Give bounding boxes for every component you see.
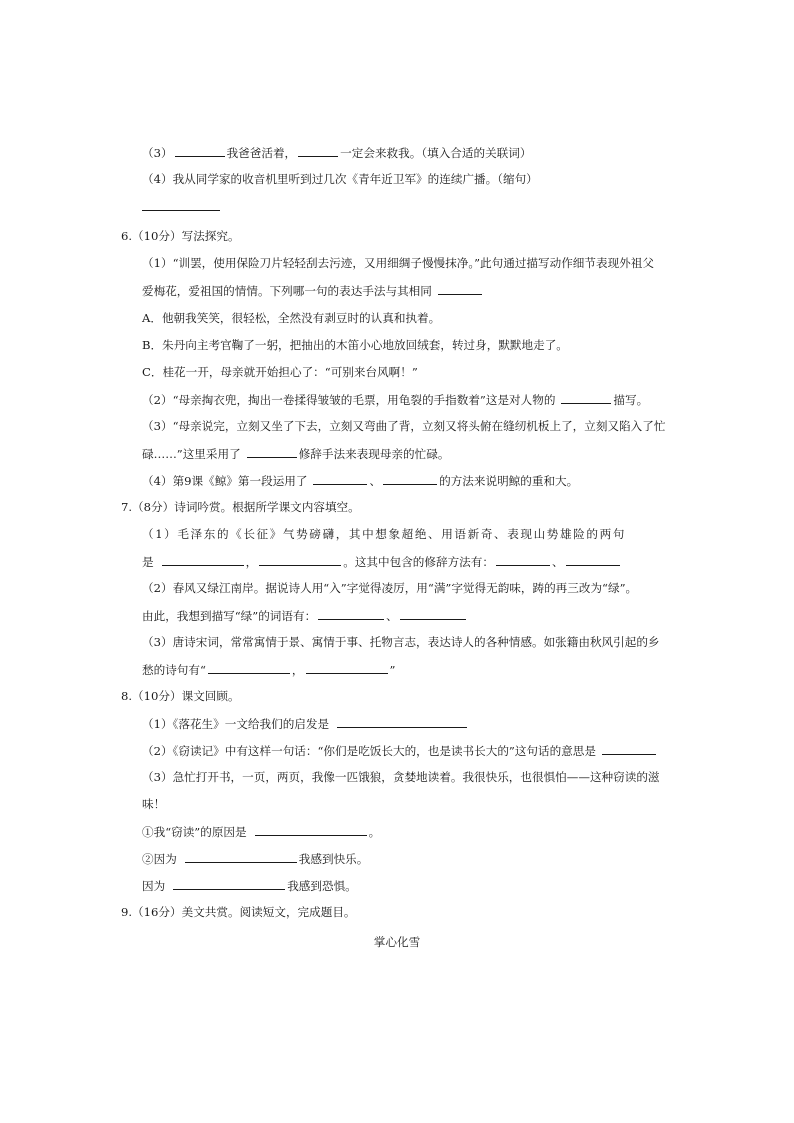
answer-blank[interactable] [337, 715, 467, 728]
q6-p2: （2）“母亲掏衣兜，掏出一卷揉得皱皱的毛票，用龟裂的手指数着”这是对人物的 描写。 [142, 393, 649, 407]
answer-blank[interactable] [496, 553, 550, 566]
q6-p4: （4）第9课《鲸》第一段运用了 、 的方法来说明鲸的重和大。 [142, 474, 579, 488]
answer-blank[interactable] [566, 553, 620, 566]
passage-title: 掌心化雪 [373, 935, 421, 949]
answer-blank[interactable] [298, 144, 338, 157]
q8-p2: （2）《窃读记》中有这样一句话：“你们是吃饭长大的，也是读书长大的”这句话的意思是 [142, 742, 658, 759]
answer-blank[interactable] [306, 661, 388, 674]
answer-blank[interactable] [162, 553, 244, 566]
q7-p2-line2: 由此，我想到描写“绿”的词语有： 、 [142, 607, 468, 624]
q8-c2: ②因为 我感到快乐。 [142, 852, 369, 866]
answer-blank[interactable] [313, 472, 367, 485]
q8-p3-line1: （3）急忙打开书，一页，两页，我像一匹饿狼，贪婪地读着。我很快乐，也很惧怕——这种窃读的滋 [142, 770, 660, 784]
q7-header: 7.（8分）诗词吟赏。根据所学课文内容填空。 [121, 500, 360, 514]
q6-p3-line2: 碌……”这里采用了 修辞手法来表现母亲的忙碌。 [142, 447, 450, 461]
answer-blank[interactable] [173, 877, 285, 890]
q9-header: 9.（16分）美文共赏。阅读短文，完成题目。 [121, 905, 356, 919]
q6-option-b: B．朱丹向主考官鞠了一躬，把抽出的木笛小心地放回绒套，转过身，默默地走了。 [142, 338, 568, 352]
q8-p3-line2: 味！ [142, 797, 166, 811]
answer-blank[interactable] [259, 553, 341, 566]
q8-c1: ①我“窃读”的原因是 。 [142, 825, 381, 839]
answer-blank[interactable] [400, 607, 466, 620]
answer-blank[interactable] [602, 742, 656, 755]
q6-p1-line2: 爱梅花，爱祖国的情情。下列哪一句的表达手法与其相同 [142, 282, 484, 299]
q7-p3-line1: （3）唐诗宋词，常常寓情于景、寓情于事、托物言志，表达诗人的各种情感。如张籍由秋风引起的乡 [142, 635, 660, 649]
q7-p3-line2: 愁的诗句有“ ， ” [142, 663, 396, 677]
answer-blank[interactable] [185, 850, 297, 863]
q7-p1-line2: 是 ， 。这其中包含的修辞方法有： 、 [142, 553, 622, 570]
q7-p1-line1: （1）毛泽东的《长征》气势磅礴，其中想象超绝、用语新奇、表现山势雄险的两句 [142, 527, 626, 541]
q6-option-a: A．他朝我笑笑，很轻松，全然没有剥豆时的认真和执着。 [142, 311, 441, 325]
answer-blank[interactable] [175, 144, 225, 157]
answer-blank[interactable] [247, 445, 297, 458]
q5-item4: （4）我从同学家的收音机里听到过几次《青年近卫军》的连续广播。（缩句） [142, 172, 538, 186]
q7-p2-line1: （2）春风又绿江南岸。据说诗人用“入”字觉得凌厉，用“满”字觉得无韵味，踌的再三改为“绿”。 [142, 581, 638, 595]
q6-p3-line1: （3）“母亲说完，立刻又坐了下去，立刻又弯曲了背，立刻又将头俯在缝纫机板上了，立刻又陷入了忙 [142, 419, 666, 433]
q6-header: 6.（10分）写法探究。 [121, 229, 240, 243]
answer-blank[interactable] [208, 661, 290, 674]
q5-item3: （3） 我爸爸活着， 一定会来救我。（填入合适的关联词） [142, 146, 532, 160]
answer-blank[interactable] [438, 282, 482, 295]
q6-p1-line1: （1）“训罢，使用保险刀片轻轻刮去污迹，又用细绸子慢慢抹净。”此句通过描写动作细节表现外祖父 [142, 256, 654, 270]
q8-header: 8.（10分）课文回顾。 [121, 689, 240, 703]
answer-blank[interactable] [318, 607, 384, 620]
answer-blank[interactable] [561, 391, 611, 404]
answer-blank[interactable] [142, 198, 220, 211]
q8-p1: （1）《落花生》一文给我们的启发是 [142, 715, 469, 732]
q6-option-c: C．桂花一开，母亲就开始担心了：“可别来台风啊！” [142, 365, 418, 379]
q8-c3: 因为 我感到恐惧。 [142, 879, 357, 893]
q5-item4-answer [142, 198, 222, 215]
answer-blank[interactable] [383, 472, 437, 485]
answer-blank[interactable] [255, 823, 367, 836]
